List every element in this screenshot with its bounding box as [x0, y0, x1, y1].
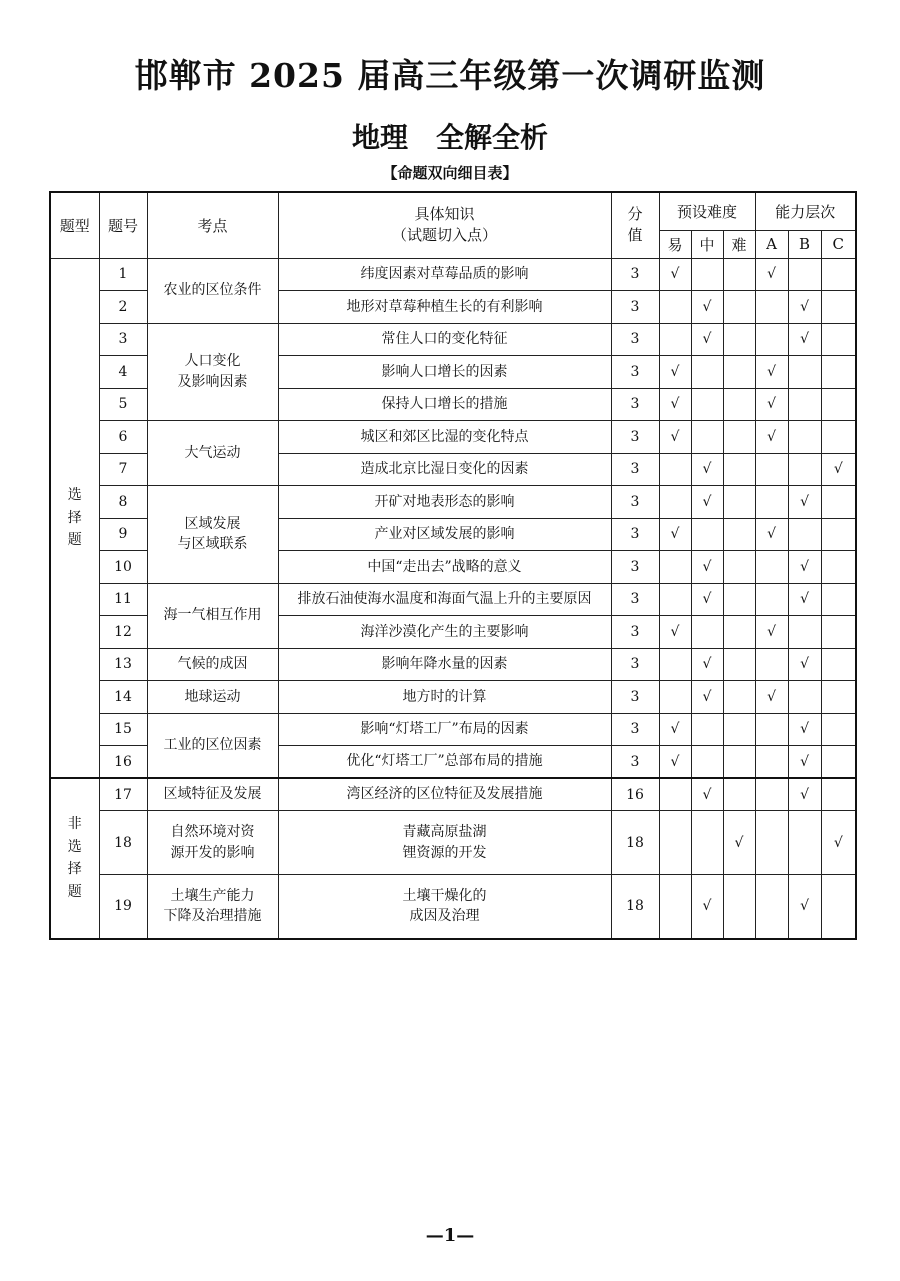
question-number-cell: 8 — [99, 486, 147, 519]
score-cell: 18 — [611, 875, 659, 939]
ability-cell — [755, 291, 788, 324]
difficulty-cell — [723, 551, 755, 584]
ability-cell — [755, 648, 788, 681]
knowledge-cell — [278, 356, 611, 389]
knowledge-line: 影响人口增长的因素 — [381, 363, 508, 380]
score-cell: 3 — [611, 323, 659, 356]
knowledge-line: 纬度因素对草莓品质的影响 — [360, 266, 529, 283]
knowledge-line: 地形对草莓种植生长的有利影响 — [346, 298, 543, 315]
topic-line: 区域特征及发展 — [163, 786, 262, 803]
difficulty-cell — [659, 811, 691, 875]
question-number-cell: 14 — [99, 681, 147, 714]
difficulty-cell — [723, 291, 755, 324]
difficulty-cell — [659, 453, 691, 486]
question-number-cell: 13 — [99, 648, 147, 681]
question-number-cell: 3 — [99, 323, 147, 356]
knowledge-line: 开矿对地表形态的影响 — [374, 493, 515, 510]
difficulty-check-mark: √ — [659, 421, 691, 454]
question-number-cell: 7 — [99, 453, 147, 486]
difficulty-check-mark: √ — [659, 518, 691, 551]
difficulty-check-mark: √ — [691, 291, 723, 324]
question-number-cell: 9 — [99, 518, 147, 551]
difficulty-check-mark: √ — [691, 681, 723, 714]
ability-cell — [755, 811, 788, 875]
topic-cell — [147, 648, 278, 681]
header-type: 题型 — [50, 192, 99, 258]
header-difficulty-medium: 中 — [691, 230, 723, 258]
table-row — [50, 811, 856, 875]
knowledge-cell — [278, 875, 611, 939]
difficulty-check-mark: √ — [659, 388, 691, 421]
difficulty-cell — [691, 388, 723, 421]
ability-cell — [821, 323, 856, 356]
score-cell: 3 — [611, 518, 659, 551]
difficulty-cell — [659, 681, 691, 714]
ability-check-mark: √ — [821, 453, 856, 486]
difficulty-check-mark: √ — [691, 875, 723, 939]
difficulty-cell — [723, 778, 755, 811]
difficulty-cell — [723, 518, 755, 551]
ability-check-mark: √ — [755, 421, 788, 454]
difficulty-cell — [723, 421, 755, 454]
ability-cell — [821, 746, 856, 779]
question-number-cell: 11 — [99, 583, 147, 616]
difficulty-check-mark: √ — [659, 258, 691, 291]
question-type-char: 选 — [67, 487, 82, 504]
topic-line: 大气运动 — [184, 444, 241, 461]
difficulty-cell — [723, 875, 755, 939]
score-cell: 3 — [611, 388, 659, 421]
header-ability-c: C — [821, 230, 856, 258]
topic-cell — [147, 875, 278, 939]
ability-cell — [821, 518, 856, 551]
score-cell: 3 — [611, 616, 659, 649]
knowledge-line: 锂资源的开发 — [402, 844, 487, 861]
ability-check-mark: √ — [788, 875, 821, 939]
difficulty-cell — [659, 583, 691, 616]
header-score-line2: 值 — [627, 226, 643, 245]
question-number-cell: 10 — [99, 551, 147, 584]
topic-cell — [147, 713, 278, 778]
question-type-char: 题 — [67, 531, 82, 548]
table-caption: 【命题双向细目表】 — [382, 164, 518, 182]
table-row — [50, 583, 856, 616]
difficulty-cell — [691, 616, 723, 649]
score-cell: 3 — [611, 583, 659, 616]
knowledge-cell — [278, 388, 611, 421]
topic-line: 农业的区位条件 — [163, 282, 262, 299]
topic-cell — [147, 778, 278, 811]
difficulty-cell — [691, 421, 723, 454]
knowledge-line: 影响年降水量的因素 — [381, 656, 508, 673]
topic-line: 下降及治理措施 — [163, 908, 262, 925]
difficulty-cell — [723, 616, 755, 649]
ability-check-mark: √ — [755, 258, 788, 291]
ability-check-mark: √ — [788, 713, 821, 746]
table-row — [50, 778, 856, 811]
table-row — [50, 875, 856, 939]
ability-cell — [821, 356, 856, 389]
knowledge-line: 土壤干燥化的 — [402, 887, 487, 904]
topic-cell — [147, 258, 278, 323]
knowledge-cell — [278, 648, 611, 681]
header-row — [50, 192, 856, 230]
question-number-cell: 2 — [99, 291, 147, 324]
knowledge-line: 城区和郊区比湿的变化特点 — [360, 428, 529, 445]
difficulty-cell — [659, 323, 691, 356]
header-knowledge-line2: （试题切入点） — [391, 226, 497, 245]
score-cell: 3 — [611, 486, 659, 519]
ability-check-mark: √ — [755, 616, 788, 649]
ability-check-mark: √ — [788, 583, 821, 616]
difficulty-cell — [691, 746, 723, 779]
table-row — [50, 486, 856, 519]
knowledge-cell — [278, 421, 611, 454]
question-type-char: 题 — [67, 883, 82, 900]
ability-check-mark: √ — [788, 323, 821, 356]
ability-check-mark: √ — [821, 811, 856, 875]
ability-cell — [821, 778, 856, 811]
score-cell: 3 — [611, 681, 659, 714]
difficulty-check-mark: √ — [659, 713, 691, 746]
ability-cell — [755, 453, 788, 486]
topic-cell — [147, 421, 278, 486]
question-type-char: 择 — [67, 861, 82, 878]
header-ability: 能力层次 — [755, 192, 856, 230]
ability-cell — [821, 616, 856, 649]
header-score — [611, 192, 659, 258]
question-number-cell: 18 — [99, 811, 147, 875]
difficulty-cell — [691, 518, 723, 551]
header-ability-b: B — [788, 230, 821, 258]
topic-line: 海一气相互作用 — [163, 607, 262, 624]
topic-line: 地球运动 — [184, 688, 241, 705]
table-row — [50, 681, 856, 714]
difficulty-cell — [723, 356, 755, 389]
table-row — [50, 421, 856, 454]
ability-cell — [788, 356, 821, 389]
ability-cell — [755, 323, 788, 356]
knowledge-line: 青藏高原盐湖 — [402, 824, 487, 841]
question-type-char: 选 — [67, 838, 82, 855]
topic-line: 气候的成因 — [177, 656, 248, 673]
ability-cell — [821, 713, 856, 746]
ability-cell — [821, 258, 856, 291]
score-cell: 3 — [611, 421, 659, 454]
ability-cell — [755, 746, 788, 779]
knowledge-cell — [278, 551, 611, 584]
difficulty-cell — [723, 583, 755, 616]
header-difficulty-hard: 难 — [723, 230, 755, 258]
difficulty-cell — [659, 486, 691, 519]
knowledge-line: 保持人口增长的措施 — [381, 396, 508, 413]
ability-check-mark: √ — [788, 551, 821, 584]
knowledge-cell — [278, 681, 611, 714]
score-cell: 16 — [611, 778, 659, 811]
ability-cell — [821, 875, 856, 939]
score-cell: 18 — [611, 811, 659, 875]
ability-check-mark: √ — [755, 518, 788, 551]
difficulty-cell — [723, 648, 755, 681]
table-body — [50, 258, 856, 939]
ability-cell — [788, 681, 821, 714]
difficulty-cell — [723, 453, 755, 486]
ability-cell — [755, 778, 788, 811]
ability-cell — [821, 486, 856, 519]
ability-cell — [755, 713, 788, 746]
ability-cell — [788, 518, 821, 551]
question-number-cell: 16 — [99, 746, 147, 779]
knowledge-cell — [278, 323, 611, 356]
knowledge-cell — [278, 453, 611, 486]
question-type-label — [51, 484, 99, 551]
ability-cell — [821, 291, 856, 324]
knowledge-cell — [278, 713, 611, 746]
specification-table — [49, 191, 857, 940]
question-type-char: 非 — [67, 816, 82, 833]
question-type-label — [51, 813, 99, 903]
table-row — [50, 713, 856, 746]
difficulty-cell — [723, 323, 755, 356]
ability-cell — [788, 616, 821, 649]
knowledge-cell — [278, 486, 611, 519]
difficulty-check-mark: √ — [691, 583, 723, 616]
topic-cell — [147, 583, 278, 648]
question-number-cell: 4 — [99, 356, 147, 389]
difficulty-cell — [723, 258, 755, 291]
difficulty-check-mark: √ — [659, 616, 691, 649]
ability-check-mark: √ — [755, 356, 788, 389]
ability-cell — [788, 453, 821, 486]
difficulty-check-mark: √ — [691, 648, 723, 681]
ability-cell — [755, 551, 788, 584]
ability-cell — [821, 583, 856, 616]
question-type-cell — [50, 258, 99, 778]
question-number-cell: 1 — [99, 258, 147, 291]
topic-line: 与区域联系 — [177, 536, 248, 553]
knowledge-line: 产业对区域发展的影响 — [374, 526, 515, 543]
header-difficulty: 预设难度 — [659, 192, 755, 230]
knowledge-cell — [278, 518, 611, 551]
ability-check-mark: √ — [788, 778, 821, 811]
ability-cell — [821, 388, 856, 421]
topic-line: 区域发展 — [184, 515, 241, 532]
knowledge-line: 影响“灯塔工厂”布局的因素 — [360, 721, 529, 738]
ability-check-mark: √ — [788, 648, 821, 681]
topic-cell — [147, 486, 278, 584]
difficulty-check-mark: √ — [691, 486, 723, 519]
document-subtitle: 地理 全解全析 — [351, 121, 548, 154]
difficulty-cell — [723, 388, 755, 421]
score-cell: 3 — [611, 258, 659, 291]
ability-check-mark: √ — [788, 486, 821, 519]
topic-line: 源开发的影响 — [170, 844, 255, 861]
difficulty-cell — [691, 713, 723, 746]
score-cell: 3 — [611, 551, 659, 584]
ability-cell — [788, 811, 821, 875]
difficulty-check-mark: √ — [691, 323, 723, 356]
knowledge-line: 常住人口的变化特征 — [381, 331, 508, 348]
score-cell: 3 — [611, 713, 659, 746]
difficulty-check-mark: √ — [691, 551, 723, 584]
ability-check-mark: √ — [755, 388, 788, 421]
ability-cell — [821, 421, 856, 454]
knowledge-line: 成因及治理 — [409, 908, 480, 925]
knowledge-cell — [278, 616, 611, 649]
ability-cell — [755, 875, 788, 939]
header-knowledge — [278, 192, 611, 258]
knowledge-line: 海洋沙漠化产生的主要影响 — [360, 623, 529, 640]
table-row — [50, 648, 856, 681]
knowledge-line: 中国“走出去”战略的意义 — [367, 558, 522, 575]
difficulty-cell — [659, 291, 691, 324]
difficulty-cell — [691, 811, 723, 875]
knowledge-cell — [278, 778, 611, 811]
table-row — [50, 258, 856, 291]
ability-cell — [788, 421, 821, 454]
topic-cell — [147, 681, 278, 714]
difficulty-cell — [723, 681, 755, 714]
topic-line: 工业的区位因素 — [163, 737, 262, 754]
header-topic: 考点 — [147, 192, 278, 258]
difficulty-cell — [691, 258, 723, 291]
header-ability-a: A — [755, 230, 788, 258]
header-number: 题号 — [99, 192, 147, 258]
difficulty-cell — [659, 875, 691, 939]
difficulty-cell — [659, 778, 691, 811]
difficulty-cell — [659, 648, 691, 681]
knowledge-cell — [278, 583, 611, 616]
knowledge-line: 排放石油使海水温度和海面气温上升的主要原因 — [297, 591, 592, 608]
ability-cell — [788, 388, 821, 421]
score-cell: 3 — [611, 746, 659, 779]
question-type-cell — [50, 778, 99, 939]
document-title: 邯郸市 2025 届高三年级第一次调研监测 — [134, 56, 766, 95]
topic-cell — [147, 323, 278, 421]
header-knowledge-line1: 具体知识 — [414, 204, 475, 223]
ability-check-mark: √ — [755, 681, 788, 714]
table-row — [50, 323, 856, 356]
knowledge-cell — [278, 291, 611, 324]
knowledge-line: 湾区经济的区位特征及发展措施 — [346, 786, 543, 803]
question-number-cell: 5 — [99, 388, 147, 421]
ability-cell — [755, 583, 788, 616]
score-cell: 3 — [611, 453, 659, 486]
knowledge-cell — [278, 258, 611, 291]
difficulty-cell — [723, 713, 755, 746]
difficulty-cell — [659, 551, 691, 584]
ability-cell — [755, 486, 788, 519]
ability-cell — [821, 648, 856, 681]
header-score-line1: 分 — [627, 204, 643, 223]
difficulty-check-mark: √ — [691, 778, 723, 811]
ability-cell — [788, 258, 821, 291]
header-difficulty-easy: 易 — [659, 230, 691, 258]
knowledge-line: 优化“灯塔工厂”总部布局的措施 — [346, 753, 543, 770]
topic-line: 人口变化 — [184, 353, 241, 370]
difficulty-check-mark: √ — [659, 746, 691, 779]
score-cell: 3 — [611, 291, 659, 324]
difficulty-cell — [723, 746, 755, 779]
page-number: —1— — [425, 1225, 475, 1246]
ability-check-mark: √ — [788, 291, 821, 324]
question-number-cell: 15 — [99, 713, 147, 746]
score-cell: 3 — [611, 356, 659, 389]
question-number-cell: 19 — [99, 875, 147, 939]
difficulty-cell — [691, 356, 723, 389]
knowledge-cell — [278, 746, 611, 779]
question-number-cell: 6 — [99, 421, 147, 454]
score-cell: 3 — [611, 648, 659, 681]
difficulty-cell — [723, 486, 755, 519]
topic-line: 自然环境对资 — [170, 824, 255, 841]
question-type-char: 择 — [67, 509, 82, 526]
knowledge-cell — [278, 811, 611, 875]
question-number-cell: 12 — [99, 616, 147, 649]
difficulty-check-mark: √ — [659, 356, 691, 389]
topic-cell — [147, 811, 278, 875]
question-number-cell: 17 — [99, 778, 147, 811]
difficulty-check-mark: √ — [723, 811, 755, 875]
difficulty-check-mark: √ — [691, 453, 723, 486]
topic-line: 及影响因素 — [177, 373, 248, 390]
knowledge-line: 地方时的计算 — [402, 688, 487, 705]
ability-check-mark: √ — [788, 746, 821, 779]
ability-cell — [821, 681, 856, 714]
ability-cell — [821, 551, 856, 584]
topic-line: 土壤生产能力 — [170, 887, 255, 904]
knowledge-line: 造成北京比湿日变化的因素 — [360, 461, 529, 478]
